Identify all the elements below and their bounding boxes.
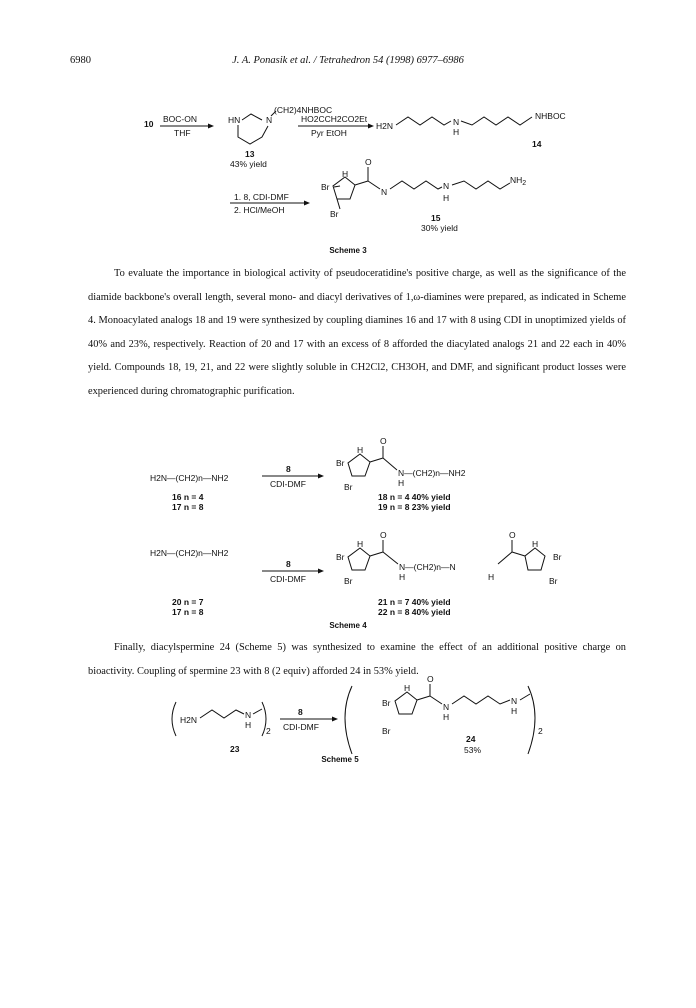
- c13-substituent: (CH2)4NHBOC: [274, 105, 333, 115]
- row2-arrow-head: [318, 569, 324, 574]
- row1-compound-18: 18 n = 4 40% yield: [378, 492, 451, 502]
- row1-pyrrole-h: H: [357, 445, 364, 455]
- c24-h1-label: H: [443, 712, 450, 722]
- row1-o-label: O: [380, 436, 387, 446]
- row2-carbonyl-bond-right: [512, 552, 525, 556]
- c24-n1-label: N: [443, 702, 450, 712]
- row2-pyrrole-h-left: H: [357, 539, 364, 549]
- running-header: [0, 55, 696, 71]
- reagent-step2: 2. HCl/MeOH: [234, 205, 285, 215]
- c23-chain-end: [253, 709, 262, 714]
- c15-br-bond-1: [334, 186, 340, 187]
- row2-amide-bond-left: [383, 552, 398, 564]
- arrow-head-1: [208, 124, 214, 129]
- row2-pyrrole-h-right: H: [532, 539, 539, 549]
- scheme4-row1: [150, 436, 466, 512]
- c15-chain-2: [452, 181, 510, 189]
- compound-23-structure: [172, 702, 271, 754]
- row2-compound-17: 17 n = 8: [172, 607, 204, 617]
- scheme-5-caption: Scheme 5: [321, 755, 359, 764]
- row2-reagent: CDI-DMF: [270, 574, 306, 584]
- c24-carbonyl-bond: [417, 696, 430, 700]
- c24-br-bottom: Br: [382, 726, 391, 736]
- row1-compound-16: 16 n = 4: [172, 492, 204, 502]
- c14-chain-right: [461, 117, 532, 125]
- row2-br-top-left: Br: [336, 552, 345, 562]
- c24-o-label: O: [427, 674, 434, 684]
- compound-13-yield: 43% yield: [230, 159, 267, 169]
- scheme5-reagent-number: 8: [298, 707, 303, 717]
- row2-br-top-right: Br: [553, 552, 562, 562]
- row2-amide-bond-right: [498, 552, 512, 564]
- scheme-3-caption: Scheme 3: [329, 246, 367, 255]
- row2-pyrrole-left: [348, 548, 370, 570]
- c24-amide-bond: [430, 696, 442, 704]
- body-paragraph-1: [88, 262, 626, 403]
- row2-br-bottom-left: Br: [344, 576, 353, 586]
- c13-ring-top: [242, 114, 262, 120]
- c24-br-top: Br: [382, 698, 391, 708]
- compound-15-number: 15: [431, 213, 441, 223]
- scheme4-row2: [150, 530, 562, 617]
- scheme5-arrow-head: [332, 717, 338, 722]
- c13-hn-label: HN: [228, 115, 241, 125]
- row1-amide-bond: [383, 458, 397, 470]
- journal-citation: J. A. Ponasik et al. / Tetrahedron 54 (1998) 6977–6986: [232, 55, 464, 66]
- row2-carbonyl-bond-left: [370, 552, 383, 556]
- row2-o-left: O: [380, 530, 387, 540]
- c23-chain: [200, 710, 244, 718]
- row1-reagent-number: 8: [286, 464, 291, 474]
- compound-13-number: 13: [245, 149, 255, 159]
- reagent-malonate: HO2CCH2CO2Et: [301, 114, 368, 124]
- compound-24-structure: [345, 674, 543, 755]
- c23-multiplier: 2: [266, 726, 271, 736]
- c15-pyrrole-h: H: [342, 169, 349, 179]
- row1-pyrrole-ring: [348, 454, 370, 476]
- paragraph-1-text: To evaluate the importance in biological activity of pseudoceratidine's positive charge, as well as the significance of the diamide backbone's overall length, several mono- and diacyl derivatives of 1,ω-diamines were prepared, as indicated in Scheme 4. Monoacylated analogs 18 and 19 were synthesized by coupling diamines 16 and 17 with 8 using CDI in unoptimized yields of 40% and 23%, respectively. Reaction of 20 and 17 with an excess of 8 afforded the diacylated analogs 21 and 22 each in 40% yield. Compounds 18, 19, 21, and 22 were slightly soluble in CH2Cl2, CH3OH, and DMF, and significant product losses were experienced during chromatographic purification.: [88, 268, 626, 397]
- row2-pyrrole-right: [525, 548, 545, 570]
- c24-right-paren: [528, 686, 535, 754]
- compound-10-label: 10: [144, 119, 154, 129]
- scheme5-reagent: CDI-DMF: [283, 722, 319, 732]
- row2-h-right: H: [488, 572, 495, 582]
- row1-arrow-head: [318, 474, 324, 479]
- row1-reagent: CDI-DMF: [270, 479, 306, 489]
- c24-chain-end: [520, 694, 530, 700]
- scheme3-arrow3: [230, 192, 310, 215]
- row2-compound-22: 22 n = 8 40% yield: [378, 607, 451, 617]
- c15-n-label: N: [381, 187, 388, 197]
- row1-br-top: Br: [336, 458, 345, 468]
- reagent-pyr-etoh: Pyr EtOH: [311, 128, 347, 138]
- compound-24-number: 24: [466, 734, 476, 744]
- compound-14-structure: [376, 111, 566, 149]
- compound-15-structure: [321, 157, 526, 233]
- compound-15-yield: 30% yield: [421, 223, 458, 233]
- row1-compound-19: 19 n = 8 23% yield: [378, 502, 451, 512]
- reagent-step1: 1. 8, CDI-DMF: [234, 192, 289, 202]
- c15-br-bond-2: [337, 199, 340, 209]
- c13-ring-bottom: [238, 125, 268, 144]
- row2-h-left: H: [399, 572, 406, 582]
- row1-carbonyl-bond: [370, 458, 383, 462]
- c23-h2n-label: H2N: [180, 715, 198, 725]
- c23-left-paren: [172, 702, 176, 736]
- c15-nh2-label: $NH_2$: [510, 175, 527, 187]
- c13-n-label: N: [266, 115, 273, 125]
- c24-multiplier: 2: [538, 726, 543, 736]
- c24-chain-1: [452, 696, 510, 704]
- c24-left-paren: [345, 686, 352, 754]
- paragraph-2-text: Finally, diacylspermine 24 (Scheme 5) was synthesized to examine the effect of an additional positive charge on bioactivity. Coupling of spermine 23 with 8 (2 equiv) afforded 24 in 53% yield.: [88, 642, 626, 677]
- c15-pyrrole-ring: [333, 177, 355, 199]
- compound-14-number: 14: [532, 139, 542, 149]
- reagent-thf: THF: [174, 128, 191, 138]
- arrow-head-2: [368, 124, 374, 129]
- scheme-4: [0, 436, 696, 650]
- c24-pyrrole-h: H: [404, 683, 411, 693]
- row1-br-bottom: Br: [344, 482, 353, 492]
- c23-n-label: N: [245, 710, 252, 720]
- c23-h-label: H: [245, 720, 252, 730]
- row2-compound-20: 20 n = 7: [172, 597, 204, 607]
- page-number: 6980: [70, 55, 91, 66]
- c14-nhboc-label: NHBOC: [535, 111, 566, 121]
- row1-h-label: H: [398, 478, 405, 488]
- row2-chain: N—(CH2)n—N: [399, 562, 456, 572]
- row1-chain: N—(CH2)n—NH2: [398, 468, 466, 478]
- scheme3-arrow2: [298, 114, 374, 138]
- scheme-3: [0, 85, 696, 255]
- compound-24-yield: 53%: [464, 745, 482, 755]
- c24-pyrrole-ring: [395, 692, 417, 714]
- c15-chain-1: [390, 181, 442, 189]
- c15-h2-label: H: [443, 193, 450, 203]
- scheme-5: [0, 676, 696, 806]
- row1-compound-17: 17 n = 8: [172, 502, 204, 512]
- reagent-boc-on: BOC-ON: [163, 114, 197, 124]
- row2-compound-21: 21 n = 7 40% yield: [378, 597, 451, 607]
- c15-br-bottom: Br: [330, 209, 339, 219]
- c15-o-label: O: [365, 157, 372, 167]
- c24-h2-label: H: [511, 706, 518, 716]
- row2-diamine: H2N—(CH2)n—NH2: [150, 548, 229, 558]
- scheme-4-caption: Scheme 4: [329, 621, 367, 630]
- scheme3-arrow1: [160, 114, 214, 138]
- scheme5-arrow: [280, 707, 338, 732]
- scheme3-start: [144, 119, 154, 129]
- c15-amide-bond: [368, 181, 380, 189]
- c14-h-label: H: [453, 127, 460, 137]
- c14-h2n-label: H2N: [376, 121, 394, 131]
- arrow-head-3: [304, 201, 310, 206]
- row2-br-bottom-right: Br: [549, 576, 558, 586]
- c24-n2-label: N: [511, 696, 518, 706]
- compound-23-number: 23: [230, 744, 240, 754]
- c14-n-label: N: [453, 117, 460, 127]
- c15-br-top: Br: [321, 182, 330, 192]
- row2-reagent-number: 8: [286, 559, 291, 569]
- c15-n2-label: N: [443, 181, 450, 191]
- row2-o-right: O: [509, 530, 516, 540]
- row1-diamine: H2N—(CH2)n—NH2: [150, 473, 229, 483]
- c14-chain-left: [396, 117, 451, 125]
- c15-carbonyl-bond: [355, 181, 368, 185]
